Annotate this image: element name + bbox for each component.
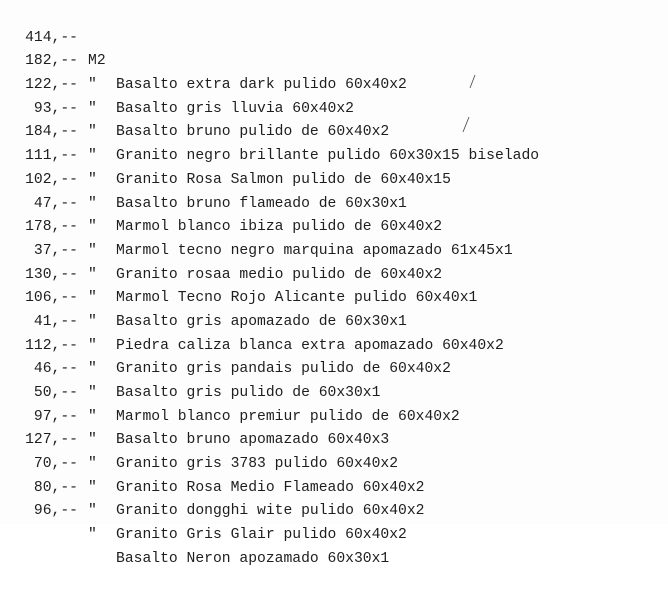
ditto-mark: " [88, 313, 97, 330]
item-description: Basalto bruno apomazado 60x40x3 [116, 432, 390, 449]
item-description: Granito dongghi wite pulido 60x40x2 [116, 503, 425, 520]
ditto-mark: " [88, 242, 97, 259]
ditto-mark: " [88, 290, 97, 307]
price-value: 97,-- [33, 408, 78, 425]
price-value: 37,-- [33, 242, 78, 259]
item-description: Granito Rosa Medio Flameado 60x40x2 [116, 479, 425, 496]
item-description: Granito gris 3783 pulido 60x40x2 [116, 456, 399, 473]
price-value: 47,-- [33, 195, 78, 212]
price-value: 46,-- [33, 361, 78, 378]
item-description: Granito Rosa Salmon pulido de 60x40x15 [116, 171, 451, 188]
price-value: 41,-- [33, 313, 78, 330]
price-value: 111,-- [25, 148, 78, 165]
item-description: Marmol Tecno Rojo Alicante pulido 60x40x1 [116, 290, 478, 307]
item-description: Marmol blanco ibiza pulido de 60x40x2 [116, 219, 443, 236]
item-description: Granito rosaa medio pulido de 60x40x2 [116, 266, 443, 283]
price-value: 127,-- [25, 432, 78, 449]
item-description: Basalto extra dark pulido 60x40x2 [116, 77, 407, 94]
item-description: Granito Gris Glair pulido 60x40x2 [116, 527, 407, 544]
price-value: 414,-- [25, 29, 78, 46]
price-value: 182,-- [25, 53, 78, 70]
item-description: Basalto bruno pulido de 60x40x2 [116, 124, 390, 141]
price-value: 102,-- [25, 171, 78, 188]
ditto-mark: " [88, 385, 97, 402]
price-value: 112,-- [25, 337, 78, 354]
price-value: 96,-- [33, 503, 78, 520]
unit-mark: M2 [88, 53, 106, 70]
price-value: 178,-- [25, 219, 78, 236]
ditto-mark: " [88, 124, 97, 141]
item-description: Granito gris pandais pulido de 60x40x2 [116, 361, 451, 378]
price-value: 130,-- [25, 266, 78, 283]
ditto-mark: " [88, 361, 97, 378]
item-description: Granito negro brillante pulido 60x30x15 biselado [116, 148, 540, 165]
price-value: 122,-- [25, 77, 78, 94]
ditto-mark: " [88, 100, 97, 117]
ditto-mark: " [88, 77, 97, 94]
ditto-mark: " [88, 408, 97, 425]
item-description: Basalto Neron apozamado 60x30x1 [116, 550, 390, 567]
ditto-mark: " [88, 432, 97, 449]
price-value: 80,-- [33, 479, 78, 496]
price-list [0, 3, 668, 567]
item-description: Marmol blanco premiur pulido de 60x40x2 [116, 408, 460, 425]
price-value: 184,-- [25, 124, 78, 141]
ditto-mark: " [88, 337, 97, 354]
price-value: 50,-- [33, 385, 78, 402]
ditto-mark: " [88, 195, 97, 212]
ditto-mark: " [88, 266, 97, 283]
ditto-mark: " [88, 479, 97, 496]
item-description: Basalto bruno flameado de 60x30x1 [116, 195, 407, 212]
price-value: 70,-- [33, 456, 78, 473]
ditto-mark: " [88, 456, 97, 473]
item-description: Basalto gris apomazado de 60x30x1 [116, 313, 407, 330]
item-description: Marmol tecno negro marquina apomazado 61x45x1 [116, 242, 513, 259]
item-description: Basalto gris pulido de 60x30x1 [116, 385, 381, 402]
ditto-mark: " [88, 219, 97, 236]
price-value: 93,-- [33, 100, 78, 117]
ditto-mark: " [88, 148, 97, 165]
item-description: Basalto gris lluvia 60x40x2 [116, 100, 354, 117]
ditto-mark: " [88, 171, 97, 188]
item-description: Piedra caliza blanca extra apomazado 60x40x2 [116, 337, 504, 354]
price-value: 106,-- [25, 290, 78, 307]
ditto-mark: " [88, 503, 97, 520]
ditto-mark: " [88, 527, 97, 544]
